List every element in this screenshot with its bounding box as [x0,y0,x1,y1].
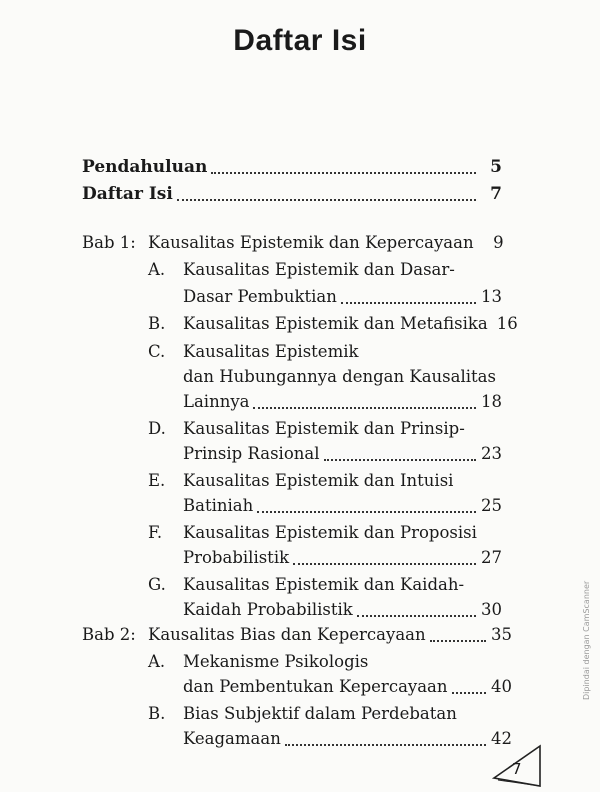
toc-entry-page: 7 [490,184,502,204]
chapter-label: Bab 2: [82,625,136,644]
dot-leader [177,199,476,201]
toc-entry-line: Bias Subjektif dalam Perdebatan [183,704,457,723]
toc-entry-bab2[interactable] [148,624,512,646]
toc-entry-1d[interactable] [183,443,502,465]
toc-entry-line: Kausalitas Epistemik dan Prinsip- [183,419,465,438]
item-letter: E. [148,471,166,490]
toc-entry-label: Dasar Pembuktian [183,287,337,306]
dot-leader [285,744,486,746]
toc-entry-label: Lainnya [183,392,250,411]
toc-entry-label: Prinsip Rasional [183,444,320,463]
dot-leader [341,302,476,304]
toc-entry-label: dan Pembentukan Kepercayaan [183,677,448,696]
toc-entry-page: 9 [493,233,504,252]
toc-entry-line: Kausalitas Epistemik [183,342,359,361]
toc-entry-page: 23 [481,444,502,463]
toc-entry-bab1[interactable] [148,232,502,254]
toc-entry-page: 42 [491,729,512,748]
dot-leader [211,172,476,174]
toc-entry-1g[interactable] [183,599,502,621]
toc-entry-label: Batiniah [183,496,254,515]
toc-entry-page: 40 [491,677,512,696]
toc-entry-2a[interactable] [183,676,512,698]
toc-entry-daftar-isi[interactable] [82,183,502,205]
toc-entry-page: 16 [496,314,518,333]
scanner-watermark: Dipindai dengan CamScanner [582,580,591,700]
dot-leader [430,640,486,642]
toc-entry-page: 5 [490,157,502,177]
dot-leader [257,511,476,513]
dot-leader [324,459,476,461]
item-letter: D. [148,419,166,438]
toc-entry-line: Kausalitas Epistemik dan Kaidah- [183,575,465,594]
toc-entry-page: 27 [481,548,502,567]
toc-entry-1a[interactable] [183,286,502,308]
item-letter: F. [148,523,163,542]
item-letter: C. [148,342,166,361]
toc-entry-line: Kausalitas Epistemik dan Dasar- [183,260,455,279]
toc-entry-label: Daftar Isi [82,184,173,204]
toc-entry-label: Kaidah Probabilistik [183,600,353,619]
chapter-label: Bab 1: [82,233,136,252]
toc-entry-pendahuluan[interactable] [82,156,502,178]
toc-entry-page: 13 [481,287,502,306]
toc-entry-label: Kausalitas Epistemik dan Metafisika [183,314,488,333]
toc-entry-label: Kausalitas Bias dan Kepercayaan [148,625,426,644]
toc-entry-2b[interactable] [183,728,512,750]
dot-leader [452,692,486,694]
toc-entry-label: Probabilistik [183,548,290,567]
item-letter: B. [148,314,166,333]
item-letter: G. [148,575,166,594]
toc-entry-1f[interactable] [183,547,502,569]
dot-leader [253,407,476,409]
toc-entry-page: 30 [481,600,502,619]
toc-entry-label: Pendahuluan [82,157,208,177]
dot-leader [293,563,476,565]
item-letter: A. [148,260,166,279]
toc-entry-1e[interactable] [183,495,502,517]
toc-entry-page: 35 [491,625,512,644]
toc-entry-line: Kausalitas Epistemik dan Intuisi [183,471,454,490]
toc-entry-page: 18 [481,392,502,411]
toc-entry-1b[interactable] [183,313,518,335]
toc-entry-label: Kausalitas Epistemik dan Kepercayaan [148,233,474,252]
dot-leader [357,615,476,617]
toc-entry-label: Keagamaan [183,729,281,748]
page-number: 7 [512,760,522,778]
item-letter: A. [148,652,166,671]
toc-entry-page: 25 [481,496,502,515]
toc-entry-line: dan Hubungannya dengan Kausalitas [183,367,496,386]
toc-entry-line: Kausalitas Epistemik dan Proposisi [183,523,477,542]
toc-entry-line: Mekanisme Psikologis [183,652,369,671]
page-number-badge [492,742,544,788]
toc-entry-1c[interactable] [183,391,502,413]
page-title: Daftar Isi [233,24,367,57]
item-letter: B. [148,704,166,723]
